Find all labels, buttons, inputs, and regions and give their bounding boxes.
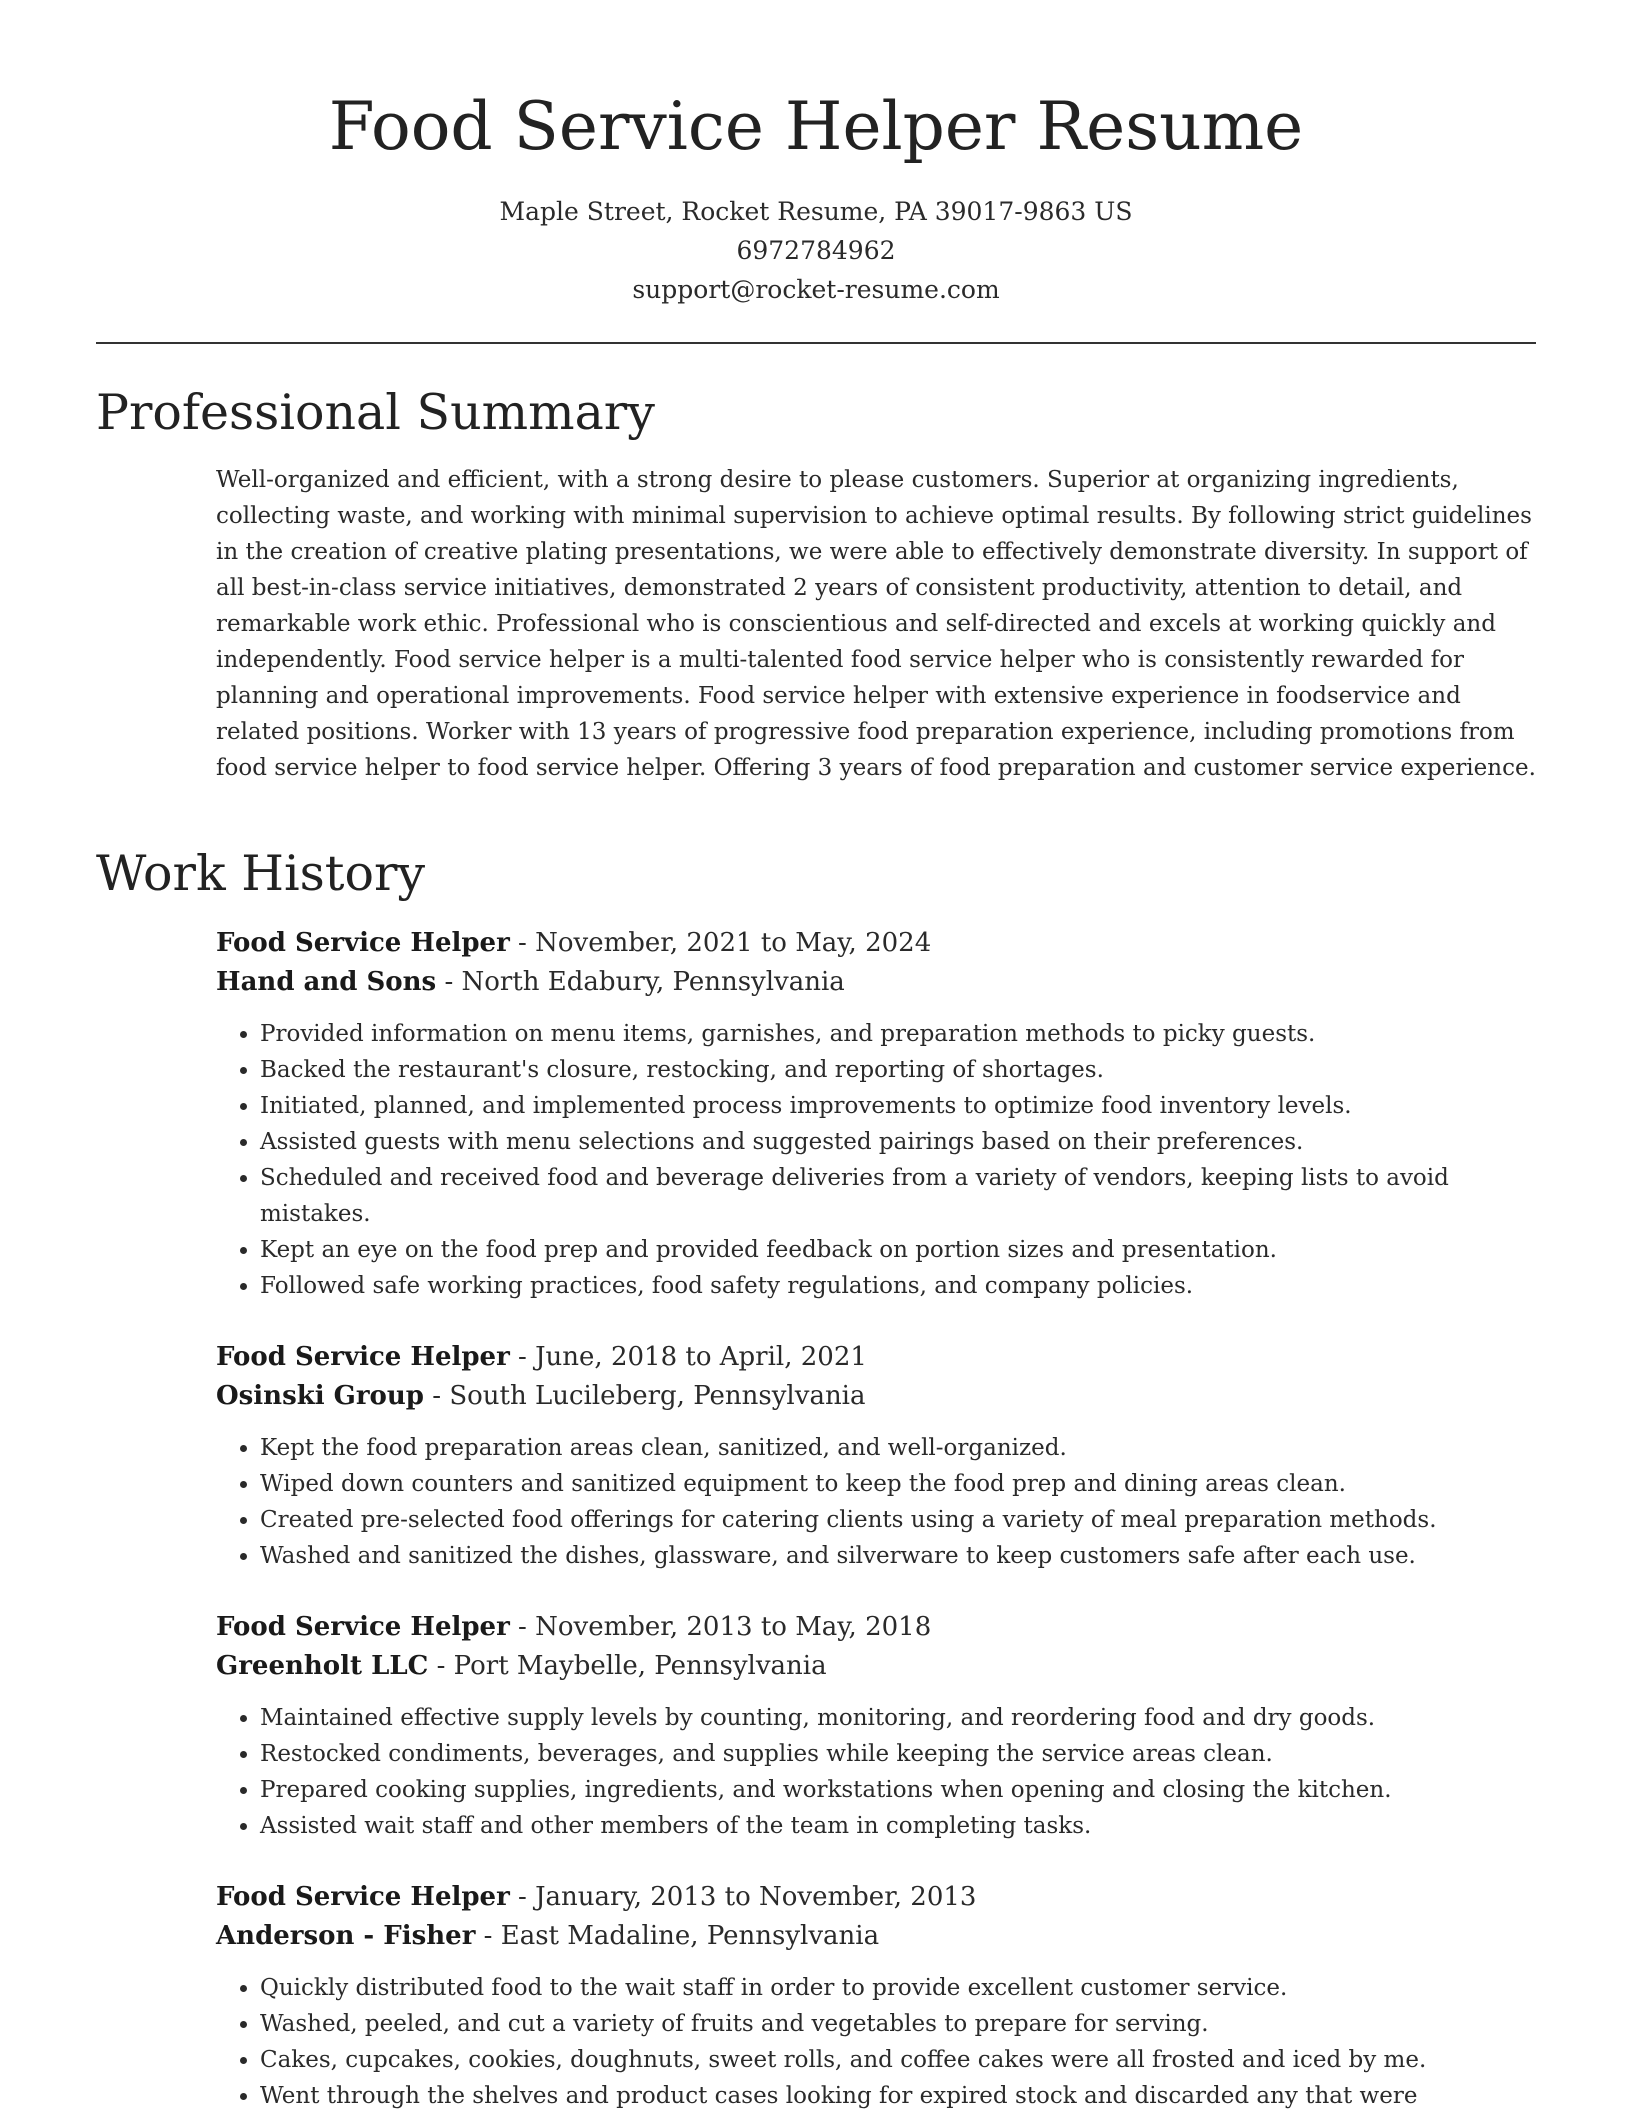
job-title-line: Food Service Helper - November, 2013 to May, 2018 (216, 1612, 932, 1642)
job-company-line: Anderson - Fisher - East Madaline, Pennsylvania (216, 1921, 880, 1951)
contact-phone: 6972784962 (736, 236, 896, 265)
job-location: South Lucileberg, Pennsylvania (449, 1381, 866, 1411)
list-item: • Went through the shelves and product cases looking for expired stock and discarded any that were (260, 2078, 1536, 2114)
contact-address: Maple Street, Rocket Resume, PA 39017-9863 US (499, 197, 1133, 226)
summary-text: Well-organized and efficient, with a strong desire to please customers. Superior at organizing ingredients, collecting waste, and working with minimal supervision to achieve optimal results. By following strict guidelines in the creation of creative plating presentations, we were able to effectively demonstrate diversity. In support of all best-in-class service initiatives, demonstrated 2 years of consistent productivity, attention to detail, and remarkable work ethic. Professional who is conscientious and self-directed and excels at working quickly and independently. Food service helper is a multi-talented food service helper who is consistently rewarded for planning and operational improvements. Food service helper with extensive experience in foodservice and related positions. Worker with 13 years of progressive food preparation experience, including promotions from food service helper to food service helper. Offering 3 years of food preparation and customer service experience. (216, 467, 1536, 781)
header-divider (96, 342, 1536, 344)
job-duties (216, 1970, 1536, 2114)
job-company: Greenholt LLC (216, 1651, 429, 1681)
list-item: • Kept an eye on the food prep and provided feedback on portion sizes and presentation. (260, 1232, 1536, 1268)
job-duties (216, 1700, 1536, 1844)
job-duties (216, 1016, 1536, 1304)
list-item: • Scheduled and received food and beverage deliveries from a variety of vendors, keeping lists to avoid mistakes. (260, 1160, 1536, 1232)
list-item: • Cakes, cupcakes, cookies, doughnuts, sweet rolls, and coffee cakes were all frosted and iced by me. (260, 2042, 1536, 2078)
job-company-line: Greenholt LLC - Port Maybelle, Pennsylvania (216, 1651, 827, 1681)
job-company-line: Osinski Group - South Lucileberg, Pennsylvania (216, 1381, 866, 1411)
job-company-line: Hand and Sons - North Edabury, Pennsylvania (216, 967, 845, 997)
resume-header (0, 0, 1632, 309)
list-item: • Initiated, planned, and implemented process improvements to optimize food inventory levels. (260, 1088, 1536, 1124)
job-location: East Madaline, Pennsylvania (500, 1921, 880, 1951)
job-duties (216, 1430, 1536, 1574)
list-item: • Restocked condiments, beverages, and supplies while keeping the service areas clean. (260, 1736, 1536, 1772)
job-entry (216, 1608, 1536, 1844)
job-entry (216, 1878, 1536, 2114)
list-item: • Washed and sanitized the dishes, glassware, and silverware to keep customers safe after each use. (260, 1538, 1536, 1574)
page-title: Food Service Helper Resume (328, 88, 1304, 165)
job-title: Food Service Helper (216, 928, 510, 958)
job-dates: January, 2013 to November, 2013 (535, 1882, 977, 1912)
list-item: • Maintained effective supply levels by counting, monitoring, and reordering food and dry goods. (260, 1700, 1536, 1736)
job-title-line: Food Service Helper - January, 2013 to November, 2013 (216, 1882, 977, 1912)
job-title-line: Food Service Helper - June, 2018 to April, 2021 (216, 1342, 867, 1372)
list-item: • Created pre-selected food offerings for catering clients using a variety of meal preparation methods. (260, 1502, 1536, 1538)
job-company: Osinski Group (216, 1381, 424, 1411)
summary-heading: Professional Summary (96, 384, 655, 441)
list-item: • Kept the food preparation areas clean, sanitized, and well-organized. (260, 1430, 1536, 1466)
work-history-list (216, 924, 1536, 2114)
job-dates: June, 2018 to April, 2021 (535, 1342, 867, 1372)
job-dates: November, 2013 to May, 2018 (535, 1612, 932, 1642)
list-item: • Assisted wait staff and other members of the team in completing tasks. (260, 1808, 1536, 1844)
work-history-heading: Work History (96, 845, 426, 902)
contact-block (0, 192, 1632, 309)
list-item: • Provided information on menu items, garnishes, and preparation methods to picky guests. (260, 1016, 1536, 1052)
job-location: Port Maybelle, Pennsylvania (453, 1651, 827, 1681)
job-title-line: Food Service Helper - November, 2021 to May, 2024 (216, 928, 932, 958)
job-entry (216, 924, 1536, 1304)
list-item: • Washed, peeled, and cut a variety of fruits and vegetables to prepare for serving. (260, 2006, 1536, 2042)
job-title: Food Service Helper (216, 1882, 510, 1912)
job-company: Hand and Sons (216, 967, 437, 997)
job-title: Food Service Helper (216, 1342, 510, 1372)
job-title: Food Service Helper (216, 1612, 510, 1642)
job-location: North Edabury, Pennsylvania (461, 967, 845, 997)
list-item: • Backed the restaurant's closure, restocking, and reporting of shortages. (260, 1052, 1536, 1088)
list-item: • Assisted guests with menu selections and suggested pairings based on their preferences. (260, 1124, 1536, 1160)
list-item: • Wiped down counters and sanitized equipment to keep the food prep and dining areas clean. (260, 1466, 1536, 1502)
contact-email: support@rocket-resume.com (632, 275, 1000, 304)
job-company: Anderson - Fisher (216, 1921, 476, 1951)
job-entry (216, 1338, 1536, 1574)
list-item: • Quickly distributed food to the wait staff in order to provide excellent customer service. (260, 1970, 1536, 2006)
list-item: • Prepared cooking supplies, ingredients, and workstations when opening and closing the kitchen. (260, 1772, 1536, 1808)
list-item: • Followed safe working practices, food safety regulations, and company policies. (260, 1268, 1536, 1304)
job-dates: November, 2021 to May, 2024 (535, 928, 932, 958)
